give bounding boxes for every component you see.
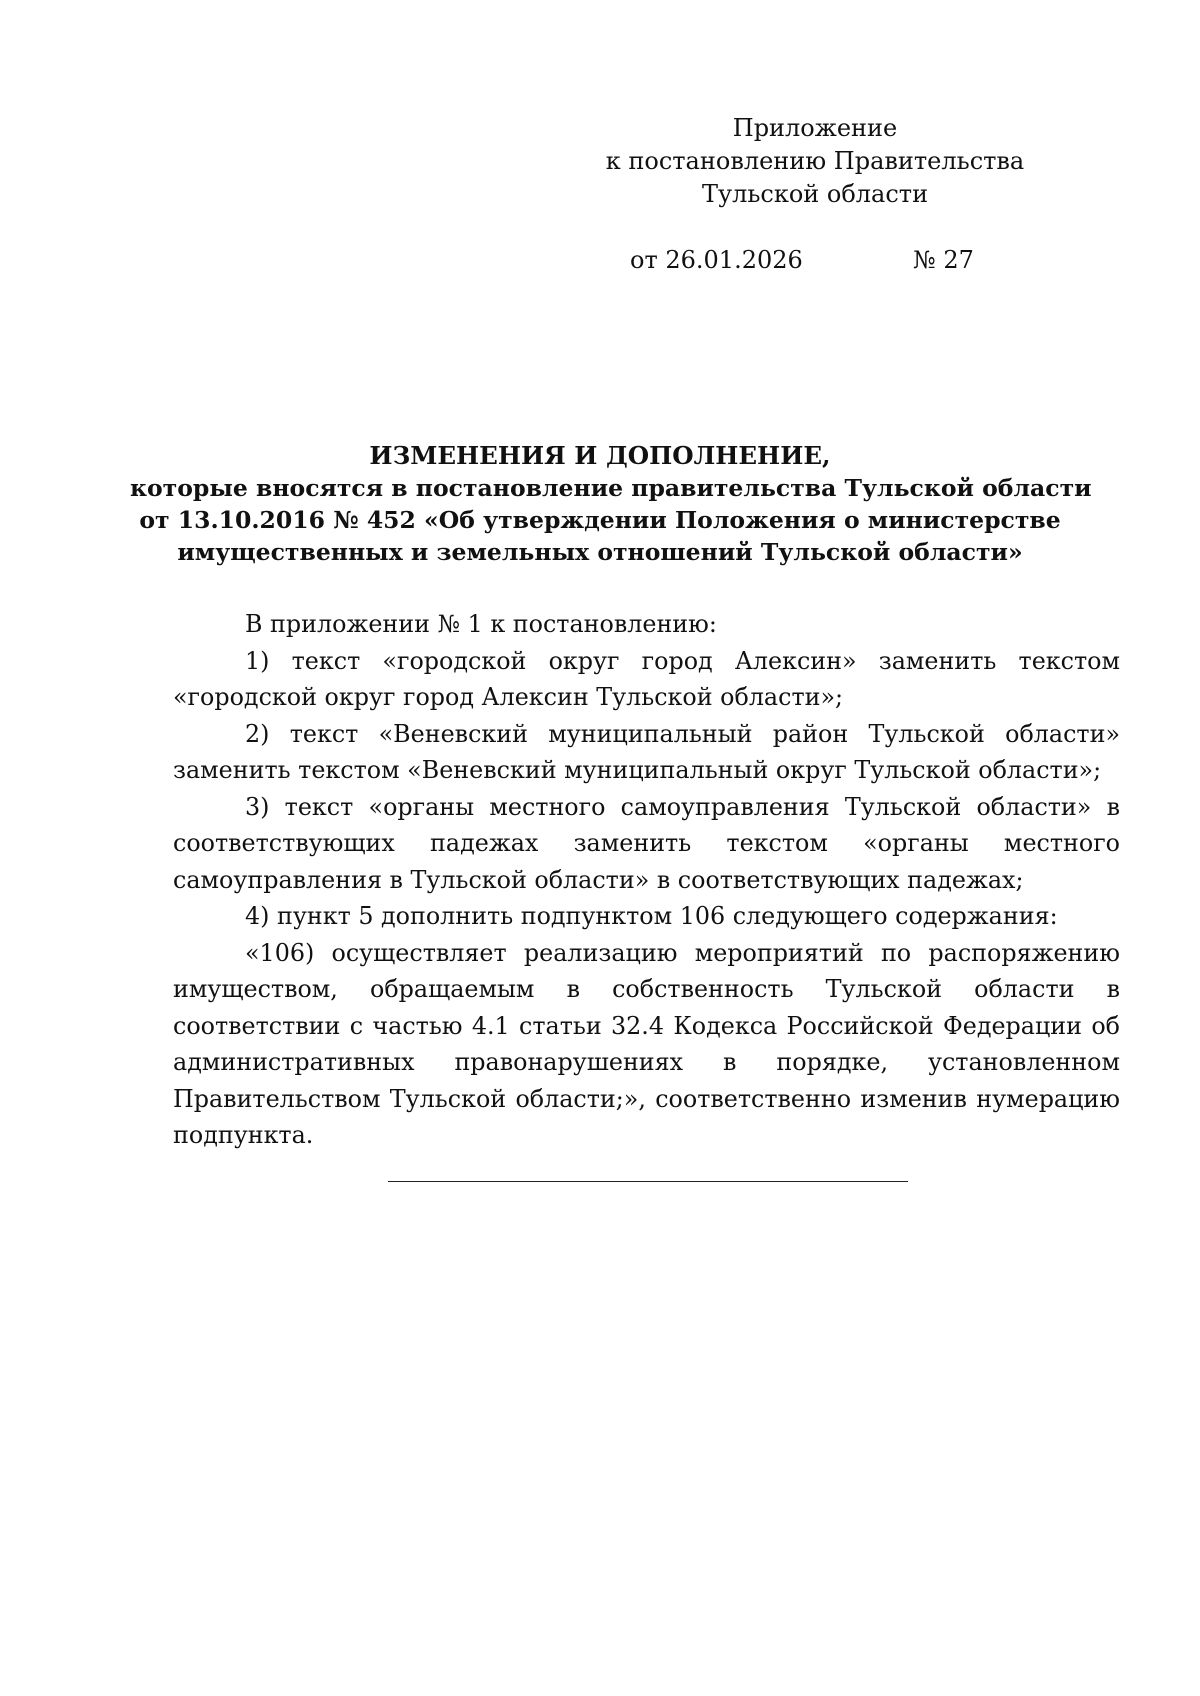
- title-line-1: ИЗМЕНЕНИЯ И ДОПОЛНЕНИЕ,: [369, 441, 831, 470]
- document-body: [173, 606, 1120, 1154]
- title-line-2: которые вносятся в постановление правительства Тульской области: [130, 474, 1092, 502]
- title-line-4: имущественных и земельных отношений Тульской области»: [177, 538, 1023, 566]
- appendix-line-1: Приложение: [732, 114, 898, 142]
- document-title: [130, 440, 1092, 568]
- resolution-number: № 27: [913, 246, 974, 274]
- resolution-date: от 26.01.2026: [630, 246, 803, 274]
- appendix-line-2: к постановлению Правительства: [605, 147, 1025, 175]
- appendix-header: [600, 112, 1030, 211]
- appendix-line-3: Тульской области: [701, 180, 929, 208]
- body-item-2: 2) текст «Веневский муниципальный район Тульской области» заменить текстом «Веневский муниципальный округ Тульской области»;: [173, 719, 1120, 784]
- title-line-3: от 13.10.2016 № 452 «Об утверждении Положения о министерстве: [139, 506, 1061, 534]
- body-item-3: 3) текст «органы местного самоуправления Тульской области» в соответствующих падежах заменить текстом «органы местного самоуправления в Тульской области» в соответствующих падежах;: [173, 792, 1120, 894]
- body-item-4: 4) пункт 5 дополнить подпунктом 106 следующего содержания:: [245, 902, 1058, 930]
- body-intro: В приложении № 1 к постановлению:: [245, 610, 717, 638]
- closing-line: [388, 1181, 908, 1182]
- body-item-1: 1) текст «городской округ город Алексин» заменить текстом «городской округ город Алексин Тульской области»;: [173, 646, 1120, 711]
- body-item-4-text: «106) осуществляет реализацию мероприятий по распоряжению имуществом, обращаемым в собственность Тульской области в соответствии с частью 4.1 статьи 32.4 Кодекса Российской Федерации об административных правонарушениях в порядке, установленном Правительством Тульской области;», соответственно изменив нумерацию подпункта.: [173, 938, 1120, 1149]
